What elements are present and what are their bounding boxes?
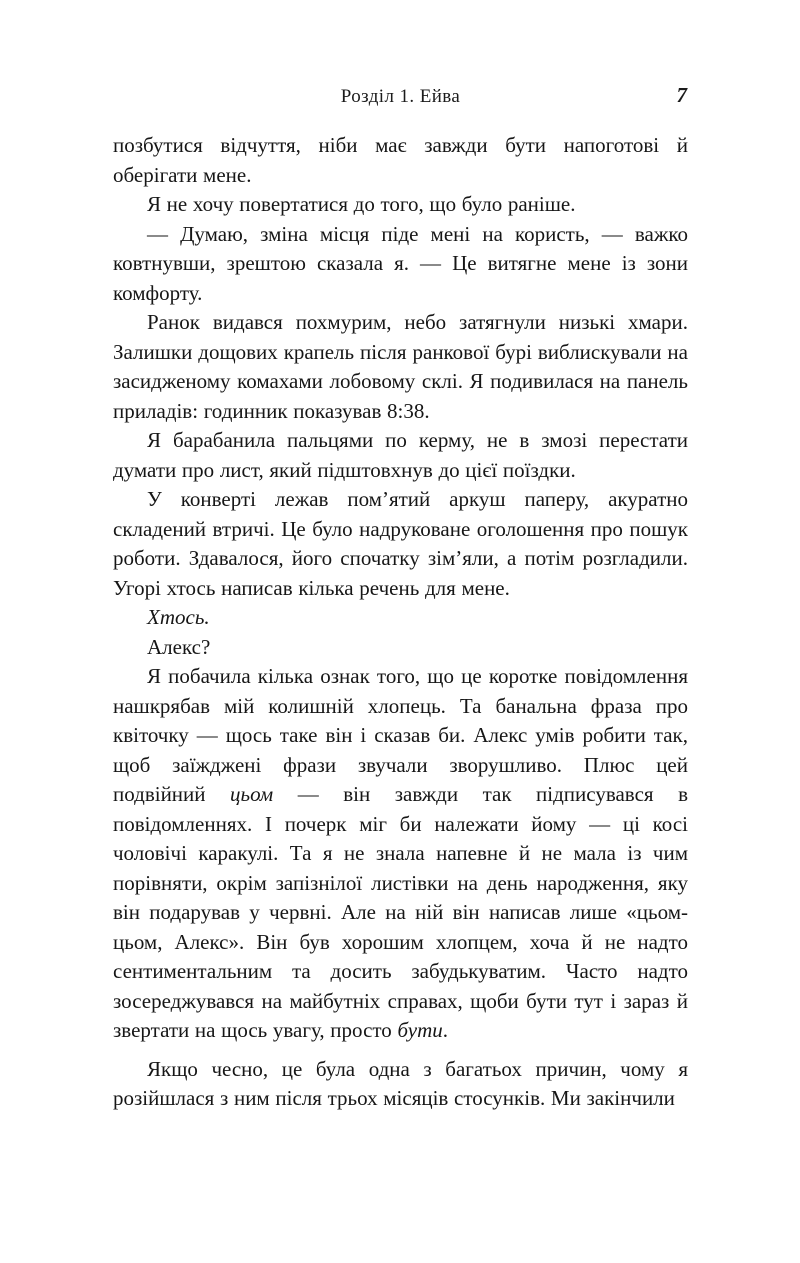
page-text xyxy=(113,131,688,1114)
chapter-title: Розділ 1. Ейва xyxy=(340,86,461,107)
paragraph xyxy=(113,131,688,190)
paragraph xyxy=(113,1055,688,1114)
paragraph xyxy=(113,426,688,485)
text-run: Ранок видався похмурим, небо затягнули низькі хмари. Залишки дощових крапель після ранкової бурі виблискували на засидженому комахами лобовому склі. Я подивилася на панель приладів: годинник показував 8:38. xyxy=(113,310,688,423)
text-run: У конверті лежав пом’ятий аркуш паперу, акуратно складений втричі. Це було надруковане оголошення про пошук роботи. Здавалося, його спочатку зім’яли, а потім розгладили. Угорі хтось написав кілька речень для мене. xyxy=(113,487,688,600)
paragraph xyxy=(113,662,688,1046)
text-run: Якщо чесно, це була одна з багатьох причин, чому я розійшлася з ним після трьох місяців стосунків. Ми закінчили xyxy=(113,1056,688,1110)
paragraph xyxy=(113,308,688,426)
paragraph xyxy=(113,603,688,633)
text-run: — він завжди так підписувався в повідомленнях. І почерк міг би належати йому — ці косі чоловічі каракулі. Та я не знала напевне й не мала із чим порівняти, окрім запізнілої листівки на день народження, яку він подарував у червні. Але на ній він написав лише «цьом-цьом, Алекс». Він був хорошим хлопцем, хоча й не надто сентиментальним та досить забудькуватим. Часто надто зосереджувався на майбутніх справах, щоби бути тут і зараз й звертати на щось увагу, просто xyxy=(113,782,688,1042)
text-run: — Думаю, зміна місця піде мені на користь, — важко ковтнувши, зрештою сказала я. — Це витягне мене із зони комфорту. xyxy=(113,221,688,305)
italic-run: бути xyxy=(397,1018,443,1042)
paragraph xyxy=(113,485,688,603)
running-head xyxy=(113,83,688,114)
text-run: Я барабанила пальцями по керму, не в змозі перестати думати про лист, який підштовхнув до цієї поїздки. xyxy=(113,428,688,482)
italic-run: цьом xyxy=(230,782,274,806)
text-run: . xyxy=(442,1018,448,1042)
text-run: позбутися відчуття, ніби має завжди бути напоготові й оберігати мене. xyxy=(113,133,688,187)
paragraph xyxy=(113,633,688,663)
text-run: Алекс? xyxy=(147,634,211,659)
text-run: Я не хочу повертатися до того, що було раніше. xyxy=(147,192,576,216)
text-run: Я побачила кілька ознак того, що це коротке повідомлення нашкрябав мій колишній хлопець. Та банальна фраза про квіточку — щось таке він і сказав би. Алекс умів робити так, щоб заїжджені фрази звучали зворушливо. Плюс цей подвійний xyxy=(113,664,688,806)
paragraph xyxy=(113,190,688,220)
paragraph xyxy=(113,220,688,309)
italic-run: Хтось. xyxy=(147,605,210,629)
page-number: 7 xyxy=(676,83,687,107)
